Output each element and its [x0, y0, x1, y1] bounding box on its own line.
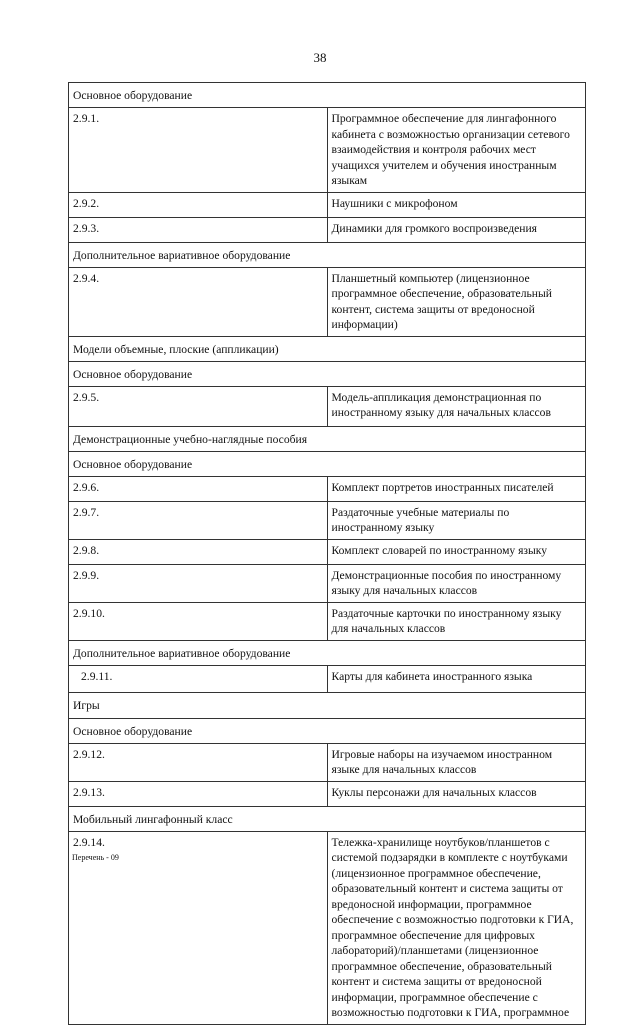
item-number: 2.9.10.	[69, 602, 328, 640]
item-number: 2.9.4.	[69, 267, 328, 336]
table-row	[69, 539, 586, 564]
item-description: Игровые наборы на изучаемом иностранном языке для начальных классов	[327, 743, 586, 781]
section-row	[69, 426, 586, 451]
item-description: Карты для кабинета иностранного языка	[327, 665, 586, 692]
table-row	[69, 108, 586, 193]
table-row	[69, 781, 586, 806]
section-row	[69, 242, 586, 267]
item-description: Наушники с микрофоном	[327, 192, 586, 217]
section-title: Модели объемные, плоские (аппликации)	[69, 336, 586, 361]
item-number: 2.9.11.	[69, 665, 328, 692]
item-number: 2.9.1.	[69, 108, 328, 193]
item-description: Демонстрационные пособия по иностранному языку для начальных классов	[327, 564, 586, 602]
table-row	[69, 831, 586, 1024]
section-title: Основное оборудование	[69, 451, 586, 476]
table-row	[69, 476, 586, 501]
item-number: 2.9.6.	[69, 476, 328, 501]
section-title: Демонстрационные учебно-наглядные пособия	[69, 426, 586, 451]
item-number: 2.9.13.	[69, 781, 328, 806]
table-row	[69, 217, 586, 242]
item-description: Раздаточные учебные материалы по иностранному языку	[327, 501, 586, 539]
item-description: Раздаточные карточки по иностранному языку для начальных классов	[327, 602, 586, 640]
item-description: Модель-аппликация демонстрационная по иностранному языку для начальных классов	[327, 386, 586, 426]
section-title: Основное оборудование	[69, 361, 586, 386]
section-row	[69, 806, 586, 831]
item-number: 2.9.12.	[69, 743, 328, 781]
section-title: Основное оборудование	[69, 83, 586, 108]
table-row	[69, 602, 586, 640]
item-number: 2.9.8.	[69, 539, 328, 564]
item-number: 2.9.14.	[69, 831, 328, 1024]
item-description: Комплект портретов иностранных писателей	[327, 476, 586, 501]
section-title: Дополнительное вариативное оборудование	[69, 242, 586, 267]
item-description: Планшетный компьютер (лицензионное программное обеспечение, образовательный контент, система защиты от вредоносной информации)	[327, 267, 586, 336]
item-number: 2.9.7.	[69, 501, 328, 539]
item-number: 2.9.5.	[69, 386, 328, 426]
table-row	[69, 665, 586, 692]
equipment-table	[68, 82, 586, 1025]
table-row	[69, 501, 586, 539]
section-row	[69, 83, 586, 108]
section-row	[69, 692, 586, 718]
page-number: 38	[313, 50, 327, 65]
section-title: Игры	[69, 692, 586, 718]
section-row	[69, 718, 586, 743]
footer-label: Перечень - 09	[72, 853, 119, 862]
table-row	[69, 386, 586, 426]
item-description: Тележка-хранилище ноутбуков/планшетов с системой подзарядки в комплекте с ноутбуками (лицензионное программное обеспечение, образовательный контент и система защиты от вредоносной информации, программное обеспечение с возможностью подготовки к ГИА, программное обеспечение для цифровых лабораторий)/планшетами (лицензионное программное обеспечение, образовательный контент и система защиты от вредоносной информации, программное обеспечение с возможностью подготовки к ГИА, программное	[327, 831, 586, 1024]
section-title: Мобильный лингафонный класс	[69, 806, 586, 831]
section-row	[69, 336, 586, 361]
item-number: 2.9.9.	[69, 564, 328, 602]
table-row	[69, 564, 586, 602]
table-row	[69, 192, 586, 217]
table-row	[69, 743, 586, 781]
table-row	[69, 267, 586, 336]
item-number: 2.9.3.	[69, 217, 328, 242]
item-description: Комплект словарей по иностранному языку	[327, 539, 586, 564]
section-title: Дополнительное вариативное оборудование	[69, 640, 586, 665]
item-description: Программное обеспечение для лингафонного кабинета с возможностью организации сетевого взаимодействия и контроля рабочих мест учащихся учителем и обучения иностранным языкам	[327, 108, 586, 193]
item-description: Куклы персонажи для начальных классов	[327, 781, 586, 806]
section-title: Основное оборудование	[69, 718, 586, 743]
section-row	[69, 361, 586, 386]
section-row	[69, 640, 586, 665]
item-description: Динамики для громкого воспроизведения	[327, 217, 586, 242]
section-row	[69, 451, 586, 476]
item-number: 2.9.2.	[69, 192, 328, 217]
